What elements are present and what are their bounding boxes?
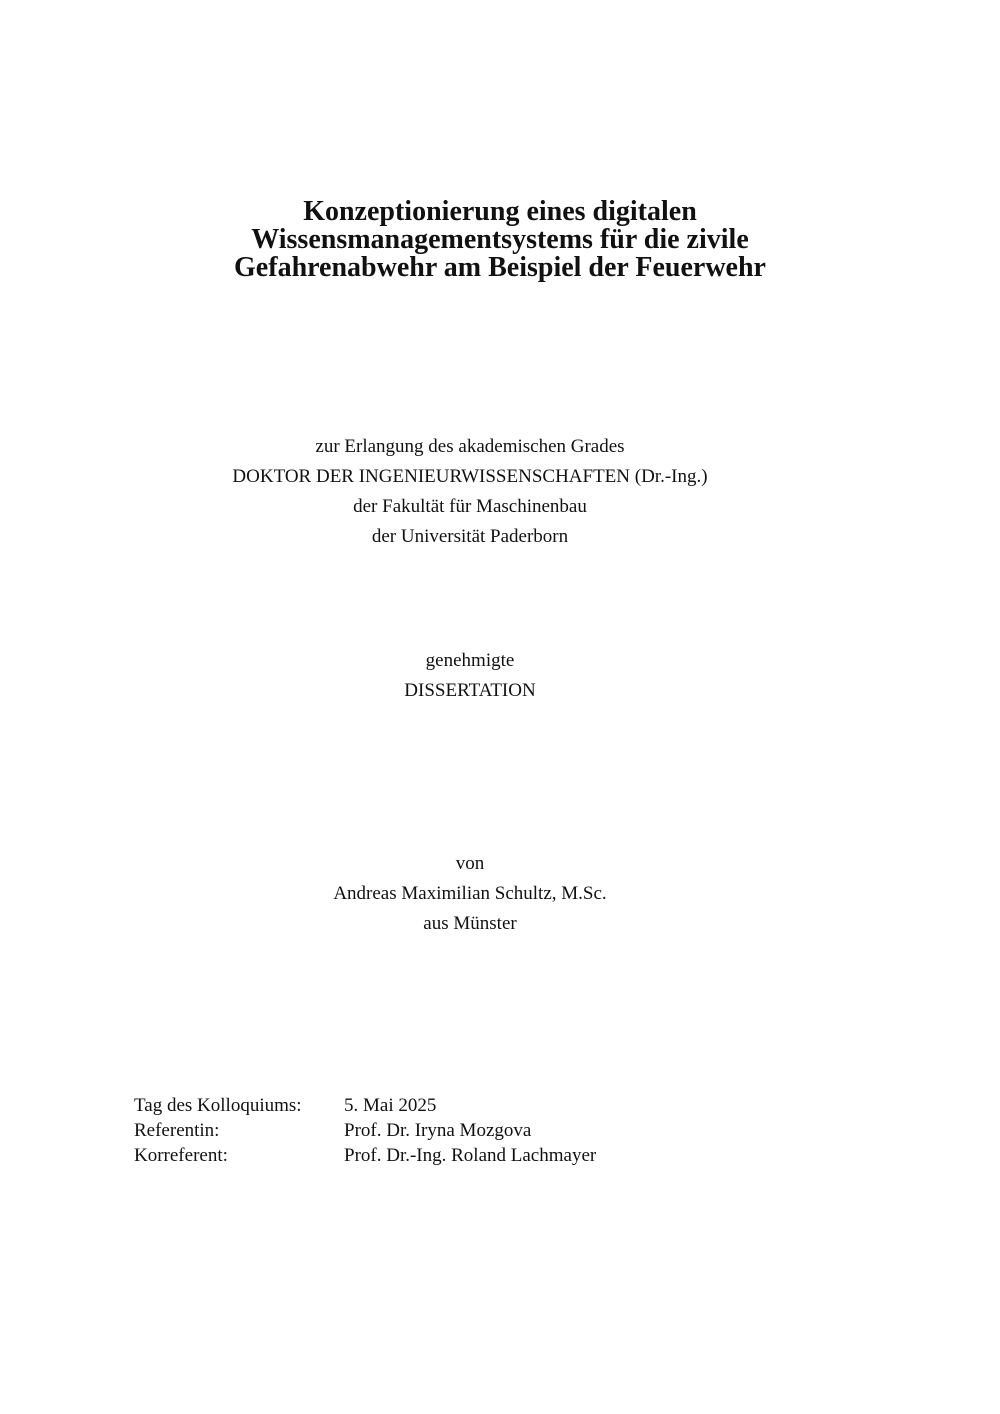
author-block <box>0 849 940 939</box>
defense-row <box>134 1093 596 1118</box>
university-name: der Universität Paderborn <box>371 526 569 547</box>
defense-label: Tag des Kolloquiums: <box>134 1095 302 1116</box>
title-line: Gefahrenabwehr am Beispiel der Feuerwehr <box>234 252 766 283</box>
defense-label: Korreferent: <box>134 1145 228 1166</box>
faculty-name: der Fakultät für Maschinenbau <box>353 496 587 517</box>
degree-purpose: zur Erlangung des akademischen Grades <box>315 436 625 457</box>
title-line: Wissensmanagementsystems für die zivile <box>251 224 749 255</box>
defense-value: 5. Mai 2025 <box>344 1095 437 1116</box>
degree-statement <box>0 432 940 552</box>
author-origin: aus Münster <box>423 913 517 934</box>
defense-row <box>134 1118 596 1143</box>
dissertation-text: DISSERTATION <box>404 680 536 701</box>
title-line: Konzeptionierung eines digitalen <box>303 196 697 227</box>
defense-label: Referentin: <box>134 1120 220 1141</box>
approved-text: genehmigte <box>425 650 515 671</box>
defense-value: Prof. Dr.-Ing. Roland Lachmayer <box>344 1145 597 1166</box>
defense-row <box>134 1143 596 1168</box>
defense-value: Prof. Dr. Iryna Mozgova <box>344 1120 532 1141</box>
dissertation-label <box>0 646 940 706</box>
author-name: Andreas Maximilian Schultz, M.Sc. <box>333 883 607 904</box>
author-prefix: von <box>455 853 485 874</box>
defense-details <box>134 1093 596 1168</box>
degree-name: DOKTOR DER INGENIEURWISSENSCHAFTEN (Dr.-Ing.) <box>232 466 708 487</box>
dissertation-title <box>0 198 1000 282</box>
